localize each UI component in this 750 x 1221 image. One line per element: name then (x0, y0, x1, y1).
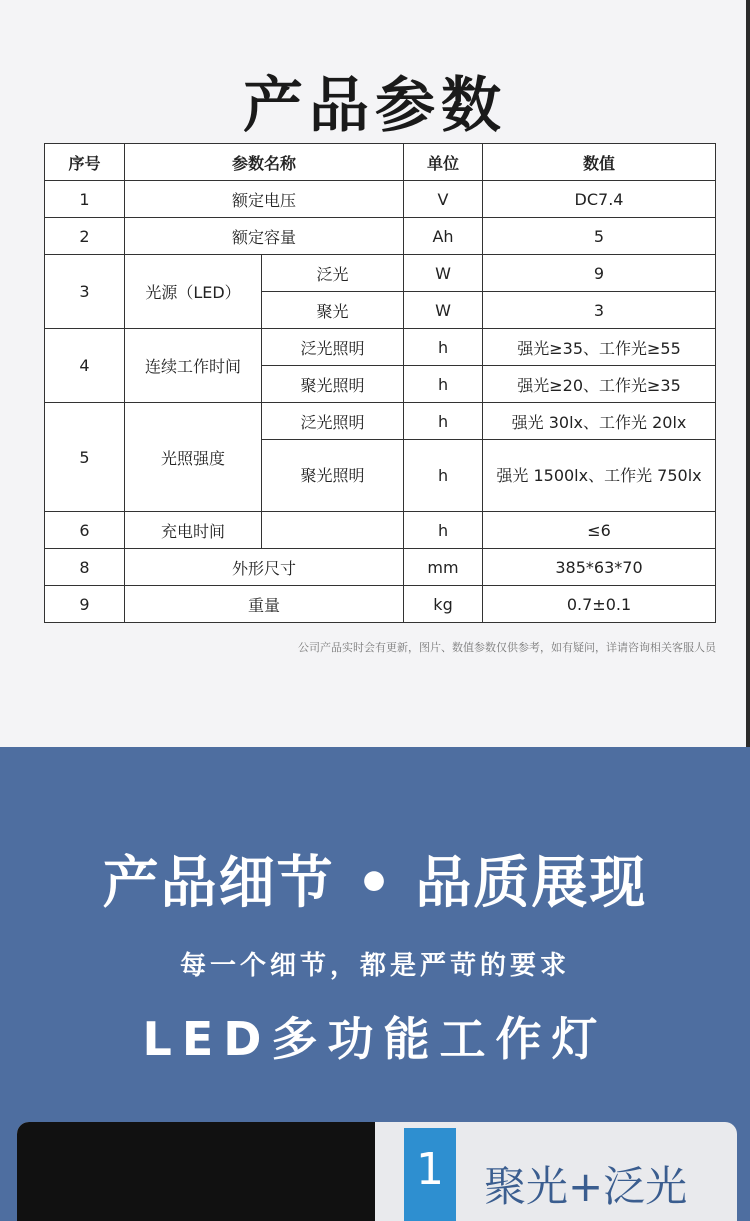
params-title: 产品参数 (243, 71, 507, 141)
row-unit: h (404, 512, 483, 549)
row-no: 3 (45, 255, 125, 329)
row-value: 强光 1500lx、工作光 750lx (483, 440, 716, 512)
feature-label: 聚光+泛光 (484, 1162, 688, 1211)
table-header-row (45, 144, 716, 181)
row-subname: 泛光照明 (262, 329, 404, 366)
row-no: 9 (45, 586, 125, 623)
detail-title: 产品细节 • 品质展现 (102, 851, 648, 916)
disclaimer-note: 公司产品实时会有更新，图片、数值参数仅供参考，如有疑问，详请咨询相关客服人员 (298, 641, 716, 654)
detail-subtitle: 每一个细节，都是严苛的要求 (179, 951, 570, 981)
row-name: 额定电压 (125, 181, 404, 218)
row-no: 8 (45, 549, 125, 586)
table-row (45, 255, 716, 292)
table-row (45, 181, 716, 218)
row-unit: Ah (404, 218, 483, 255)
params-table (44, 143, 716, 623)
table-row (45, 403, 716, 440)
row-value: 强光≥35、工作光≥55 (483, 329, 716, 366)
row-no: 1 (45, 181, 125, 218)
row-unit: kg (404, 586, 483, 623)
table-row (45, 218, 716, 255)
row-subname: 聚光 (262, 292, 404, 329)
row-no: 5 (45, 403, 125, 512)
row-value: ≤6 (483, 512, 716, 549)
row-value: 强光 30lx、工作光 20lx (483, 403, 716, 440)
row-subname: 聚光照明 (262, 366, 404, 403)
row-name: 连续工作时间 (125, 329, 262, 403)
header-value: 数值 (483, 144, 716, 181)
row-name: 外形尺寸 (125, 549, 404, 586)
row-value: 5 (483, 218, 716, 255)
row-value: 0.7±0.1 (483, 586, 716, 623)
row-subname: 泛光 (262, 255, 404, 292)
product-name: LED多功能工作灯 (142, 1012, 608, 1066)
product-photo (17, 1122, 375, 1221)
feature-card (17, 1122, 737, 1221)
row-name: 光源（LED） (125, 255, 262, 329)
detail-section (0, 747, 750, 1221)
row-unit: h (404, 329, 483, 366)
row-unit: h (404, 366, 483, 403)
table-row (45, 549, 716, 586)
row-subname: 泛光照明 (262, 403, 404, 440)
row-name: 重量 (125, 586, 404, 623)
row-name: 光照强度 (125, 403, 262, 512)
row-value: 强光≥20、工作光≥35 (483, 366, 716, 403)
table-row (45, 329, 716, 366)
header-unit: 单位 (404, 144, 483, 181)
row-no: 4 (45, 329, 125, 403)
row-unit: W (404, 292, 483, 329)
row-no: 2 (45, 218, 125, 255)
row-name: 充电时间 (125, 512, 262, 549)
row-subname: 聚光照明 (262, 440, 404, 512)
row-value: 385*63*70 (483, 549, 716, 586)
row-unit: V (404, 181, 483, 218)
row-value: DC7.4 (483, 181, 716, 218)
row-value: 3 (483, 292, 716, 329)
row-unit: W (404, 255, 483, 292)
table-row (45, 586, 716, 623)
header-name: 参数名称 (125, 144, 404, 181)
feature-number-badge: 1 (404, 1128, 456, 1221)
row-name: 额定容量 (125, 218, 404, 255)
table-row (45, 512, 716, 549)
row-no: 6 (45, 512, 125, 549)
row-unit: h (404, 403, 483, 440)
header-no: 序号 (45, 144, 125, 181)
row-unit: mm (404, 549, 483, 586)
row-unit: h (404, 440, 483, 512)
row-value: 9 (483, 255, 716, 292)
row-subname-empty (262, 512, 404, 549)
